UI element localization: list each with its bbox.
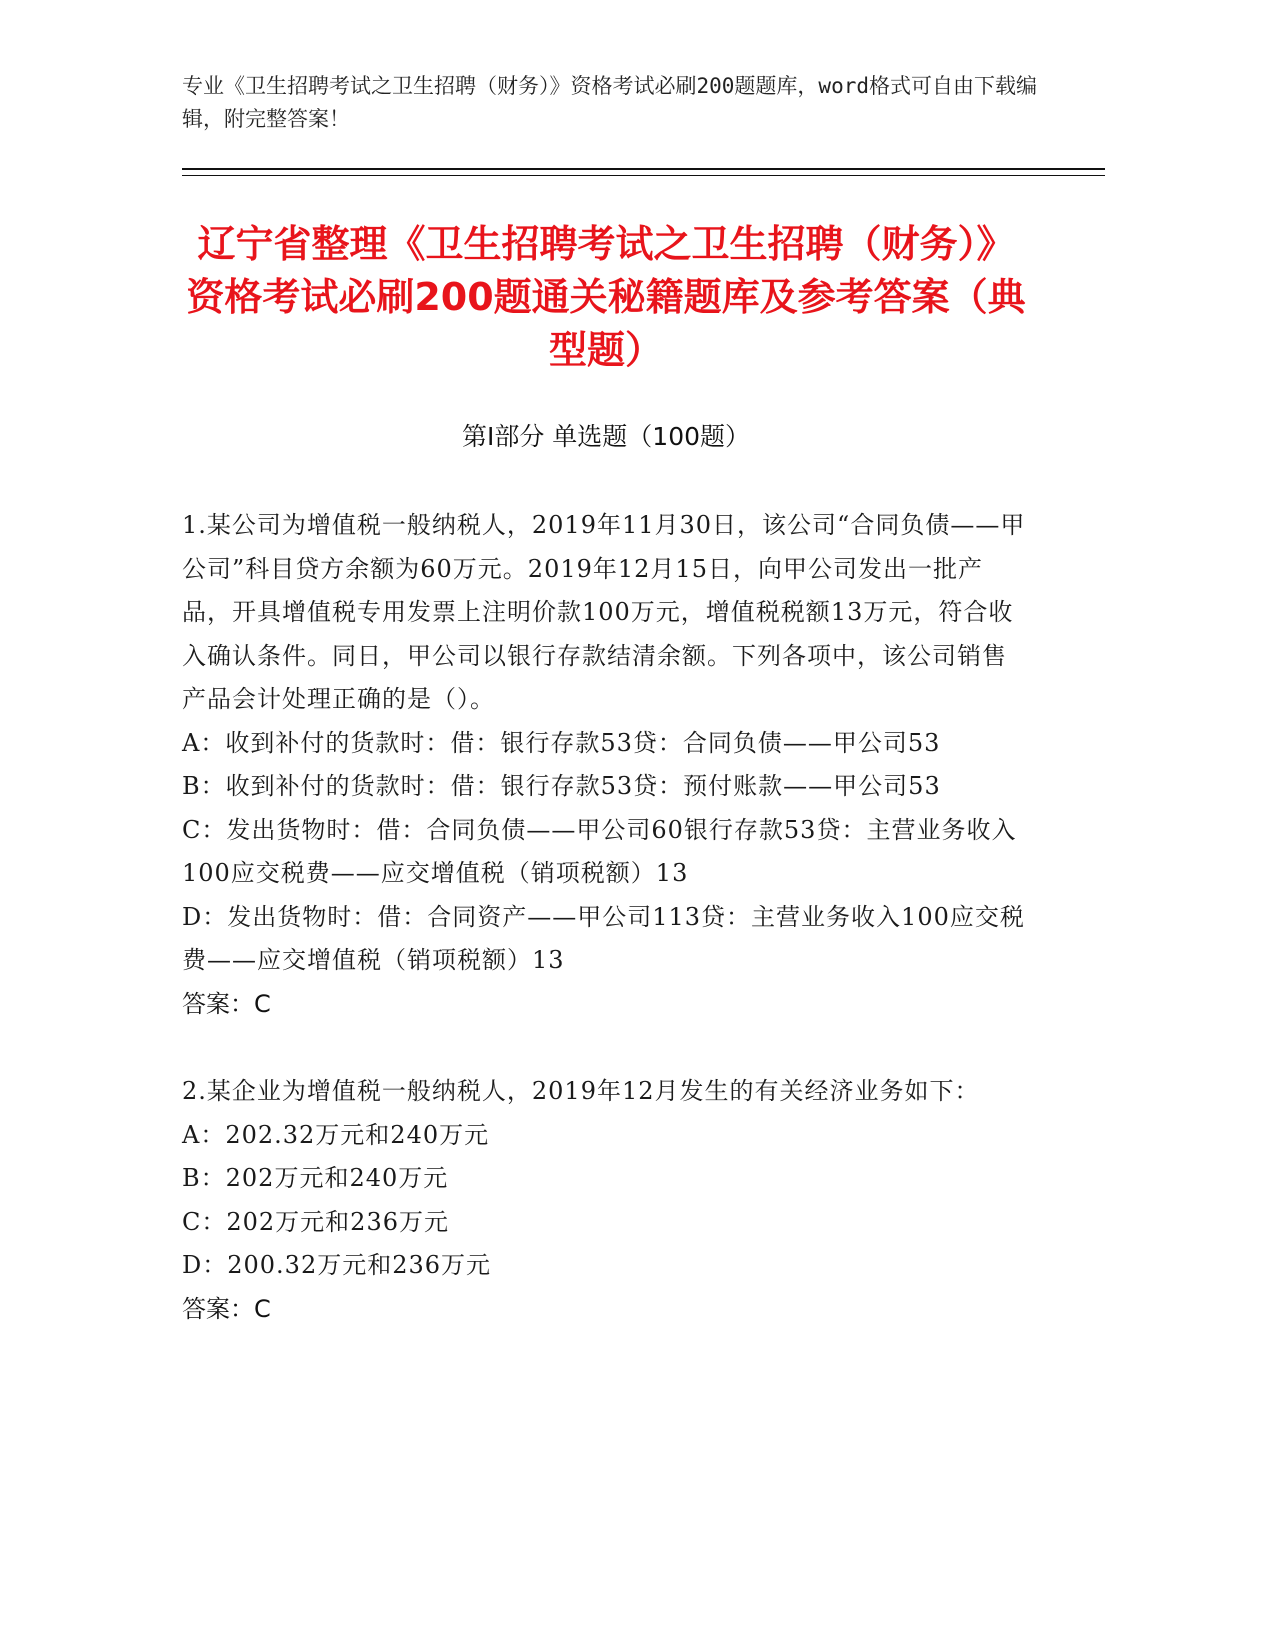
- section-heading: 第I部分 单选题（100题）: [461, 422, 751, 451]
- option-c: C：发出货物时：借：合同负债——甲公司60银行存款53贷：主营业务收入100应交税费——应交增值税（销项税额）13: [182, 815, 1017, 887]
- header-note: 专业《卫生招聘考试之卫生招聘（财务）》资格考试必刷200题题库，word格式可自由下载编辑，附完整答案！: [182, 74, 1037, 131]
- option-a: A：202.32万元和240万元: [182, 1120, 490, 1149]
- option-d: D：200.32万元和236万元: [182, 1251, 492, 1279]
- question-block: [182, 504, 1030, 1026]
- question-block: [182, 1070, 1030, 1331]
- option-d: D：发出货物时：借：合同资产——甲公司113贷：主营业务收入100应交税费——应交增值税（销项税额）13: [182, 902, 1025, 974]
- option-b: B：202万元和240万元: [182, 1164, 449, 1192]
- option-a: A：收到补付的货款时：借：银行存款53贷：合同负债——甲公司53: [182, 728, 941, 757]
- header-divider-thin: [182, 175, 1105, 176]
- answer-line: 答案：C: [182, 1294, 271, 1323]
- question-stem: 1.某公司为增值税一般纳税人，2019年11月30日，该公司“合同负债——甲公司”科目贷方余额为60万元。2019年12月15日，向甲公司发出一批产品，开具增值税专用发票上注明价款100万元，增值税税额13万元，符合收入确认条件。同日，甲公司以银行存款结清余额。下列各项中，该公司销售产品会计处理正确的是（）。: [182, 511, 1026, 713]
- option-b: B：收到补付的货款时：借：银行存款53贷：预付账款——甲公司53: [182, 772, 941, 800]
- question-stem: 2.某企业为增值税一般纳税人，2019年12月发生的有关经济业务如下：: [182, 1077, 980, 1105]
- option-c: C：202万元和236万元: [182, 1207, 449, 1236]
- answer-line: 答案：C: [182, 989, 271, 1018]
- document-title: 辽宁省整理《卫生招聘考试之卫生招聘（财务）》资格考试必刷200题通关秘籍题库及参考答案（典型题）: [186, 222, 1026, 372]
- header-divider-thick: [182, 168, 1105, 170]
